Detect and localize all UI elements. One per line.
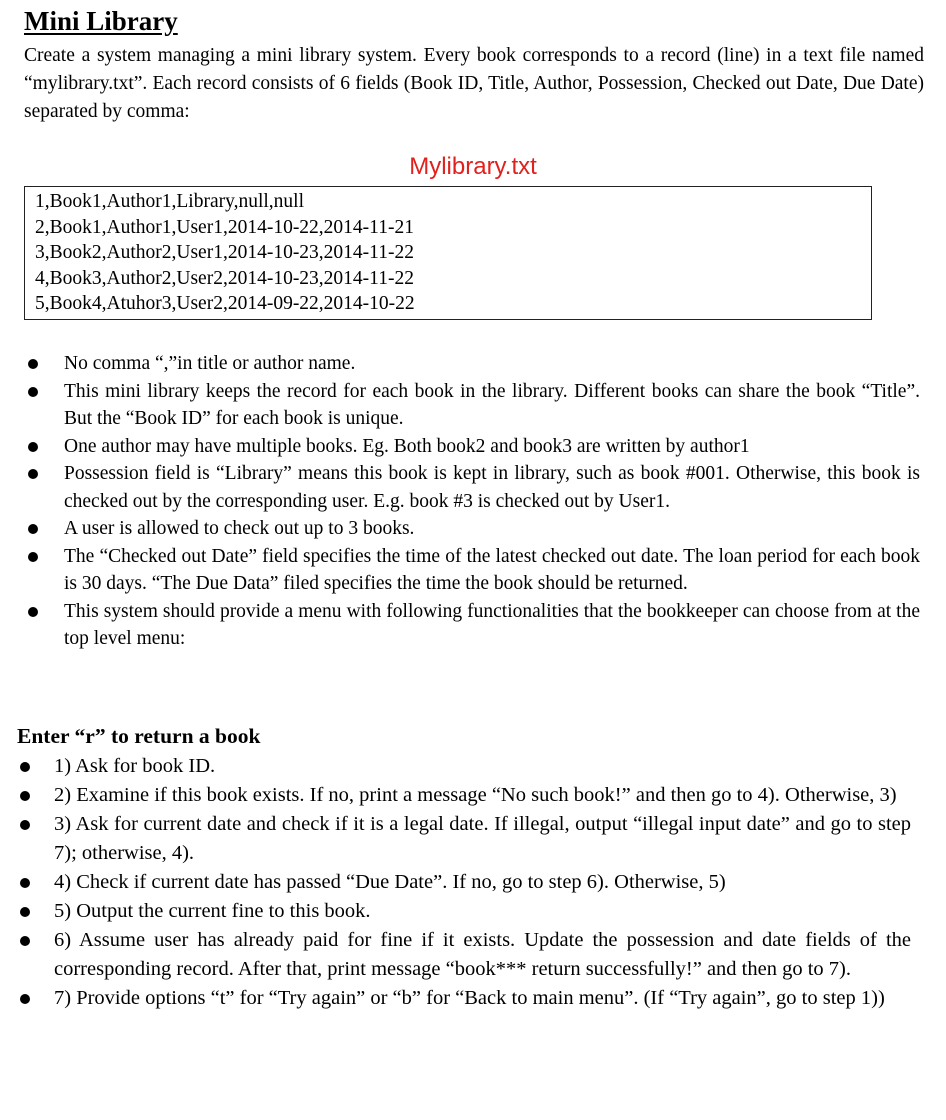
- bullet-icon: [20, 820, 30, 830]
- bullet-icon: [28, 387, 38, 397]
- bullet-icon: [28, 524, 38, 534]
- file-record-line: 3,Book2,Author2,User1,2014-10-23,2014-11-22: [35, 242, 414, 264]
- file-contents-box: [24, 186, 872, 320]
- note-item: [24, 378, 920, 433]
- bullet-icon: [20, 791, 30, 801]
- bullet-icon: [28, 552, 38, 562]
- bullet-icon: [20, 878, 30, 888]
- file-record-line: 5,Book4,Atuhor3,User2,2014-09-22,2014-10-22: [35, 293, 415, 315]
- file-record-line: 4,Book3,Author2,User2,2014-10-23,2014-11-22: [35, 267, 414, 289]
- section-heading: Enter “r” to return a book: [17, 724, 261, 748]
- step-text: 5) Output the current fine to this book.: [54, 900, 371, 922]
- note-text: No comma “,”in title or author name.: [64, 353, 356, 374]
- note-text: One author may have multiple books. Eg. Both book2 and book3 are written by author1: [64, 435, 750, 457]
- note-item: [24, 460, 920, 515]
- step-text: 4) Check if current date has passed “Due Date”. If no, go to step 6). Otherwise, 5): [54, 871, 726, 893]
- note-text: This system should provide a menu with following functionalities that the bookkeeper can choose from at the top level menu:: [64, 600, 920, 649]
- step-text: 2) Examine if this book exists. If no, print a message “No such book!” and then go to 4). Otherwise, 3): [54, 784, 897, 806]
- note-item: [24, 433, 920, 461]
- file-record-line: 1,Book1,Author1,Library,null,null: [35, 191, 305, 212]
- step-item: [17, 897, 911, 926]
- step-item: [17, 868, 911, 897]
- bullet-icon: [28, 607, 38, 617]
- note-text: Possession field is “Library” means this book is kept in library, such as book #001. Otherwise, this book is checked out by the corresponding user. E.g. book #3 is checked out by User1.: [64, 463, 920, 512]
- note-item: [24, 350, 920, 378]
- step-text: 1) Ask for book ID.: [54, 755, 216, 777]
- step-item: [17, 926, 911, 984]
- bullet-icon: [20, 762, 30, 772]
- bullet-icon: [28, 359, 38, 369]
- notes-list: [24, 350, 920, 653]
- file-record-line: 2,Book1,Author1,User1,2014-10-22,2014-11-21: [35, 216, 414, 238]
- bullet-icon: [20, 994, 30, 1004]
- bullet-icon: [20, 907, 30, 917]
- note-text: The “Checked out Date” field specifies the time of the latest checked out date. The loan period for each book is 30 days. “The Due Data” filed specifies the time the book should be returned.: [64, 545, 920, 594]
- step-item: [17, 781, 911, 810]
- bullet-icon: [20, 936, 30, 946]
- intro-paragraph: Create a system managing a mini library system. Every book corresponds to a record (line) in a text file named “mylibrary.txt”. Each record consists of 6 fields (Book ID, Title, Author, Possession, Checked out Date, Due Date) separated by comma:: [24, 45, 924, 122]
- step-text: 3) Ask for current date and check if it is a legal date. If illegal, output “illegal input date” and go to step 7); otherwise, 4).: [54, 813, 911, 864]
- bullet-icon: [28, 442, 38, 452]
- note-item: [24, 515, 920, 543]
- steps-list: [17, 752, 911, 1013]
- step-text: 6) Assume user has already paid for fine if it exists. Update the possession and date fields of the corresponding record. After that, print message “book*** return successfully!” and then go to 7).: [54, 929, 911, 980]
- bullet-icon: [28, 469, 38, 479]
- note-text: This mini library keeps the record for each book in the library. Different books can share the book “Title”. But the “Book ID” for each book is unique.: [64, 380, 920, 429]
- step-item: [17, 984, 911, 1013]
- step-text: 7) Provide options “t” for “Try again” or “b” for “Back to main menu”. (If “Try again”, go to step 1)): [54, 987, 885, 1009]
- note-item: [24, 598, 920, 653]
- note-item: [24, 543, 920, 598]
- file-caption: Mylibrary.txt: [409, 153, 537, 180]
- step-item: [17, 810, 911, 868]
- note-text: A user is allowed to check out up to 3 books.: [64, 518, 415, 539]
- step-item: [17, 752, 911, 781]
- document-title: Mini Library: [24, 6, 178, 36]
